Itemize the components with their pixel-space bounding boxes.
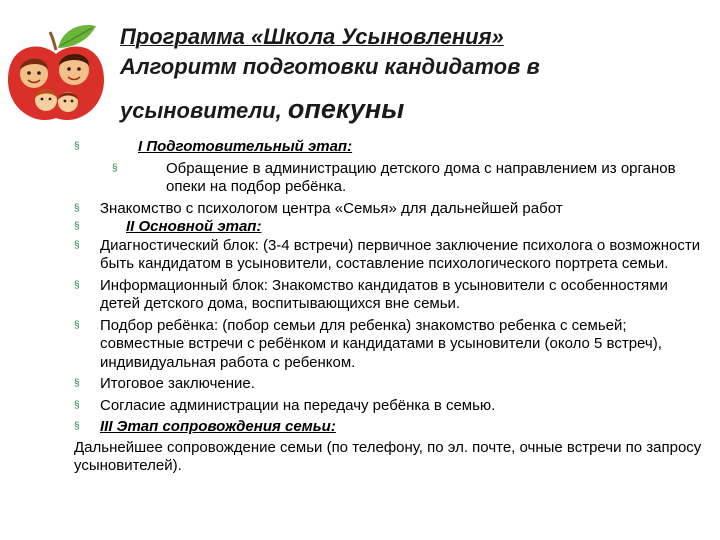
bullet-icon: § bbox=[112, 162, 118, 174]
list-item bbox=[70, 160, 710, 197]
apple-icon bbox=[8, 47, 104, 121]
title-line-1: Программа «Школа Усыновления» bbox=[120, 24, 504, 49]
title-line-3 bbox=[120, 92, 710, 128]
list-item bbox=[70, 237, 710, 274]
bullet-icon: § bbox=[74, 141, 80, 152]
list-item bbox=[70, 200, 710, 219]
selection-text: Подбор ребёнка: (побор семьи для ребенка) знакомство ребенка с семьей; совместные встречи с ребёнком и кандидатами в усыновители (около 5 встреч), индивидуальная работа с ребенком. bbox=[100, 316, 662, 371]
family-logo bbox=[0, 18, 112, 130]
list-item bbox=[70, 375, 710, 394]
list-item bbox=[70, 397, 710, 416]
list-item bbox=[70, 218, 710, 237]
title-line-3-b: опекуны bbox=[287, 94, 405, 124]
slide-content bbox=[70, 138, 710, 476]
bullet-icon: § bbox=[74, 399, 80, 411]
list-item bbox=[70, 317, 710, 373]
bullet-icon: § bbox=[74, 319, 80, 331]
consent-text: Согласие администрации на передачу ребёнка в семью. bbox=[100, 396, 496, 414]
stage-2-heading: II Основной этап: bbox=[126, 218, 262, 235]
title-line-2: Алгоритм подготовки кандидатов в bbox=[120, 54, 540, 79]
diagnostic-text: Диагностический блок: (3-4 встречи) первичное заключение психолога о возможности быть кандидатом в усыновители, составление психологического портрета семьи. bbox=[100, 236, 701, 272]
stage-3-heading: III Этап сопровождения семьи: bbox=[100, 418, 336, 435]
slide-title bbox=[120, 22, 710, 128]
bullet-icon: § bbox=[74, 202, 80, 214]
stage-1-heading: I Подготовительный этап: bbox=[138, 138, 353, 155]
bullet-icon: § bbox=[74, 221, 80, 232]
list-item bbox=[70, 138, 710, 157]
bullet-icon: § bbox=[74, 378, 80, 389]
title-line-3-a: усыновители, bbox=[120, 98, 282, 123]
stage-1-sub-text: Обращение в администрацию детского дома с направлением из органов опеки на подбор ребёнка. bbox=[166, 159, 676, 195]
psychologist-text: Знакомство с психологом центра «Семья» для дальнейшей работ bbox=[100, 199, 563, 217]
list-item bbox=[70, 277, 710, 314]
conclusion-text: Итоговое заключение. bbox=[100, 375, 255, 392]
bullet-icon: § bbox=[74, 421, 80, 432]
bullet-icon: § bbox=[74, 239, 80, 251]
footer-text: Дальнейшее сопровождение семьи (по телефону, по эл. почте, очные встречи по запросу усыновителей). bbox=[74, 438, 702, 474]
list-item bbox=[70, 418, 710, 437]
info-text: Информационный блок: Знакомство кандидатов в усыновители с особенностями детей детского дома, воспитывающихся вне семьи. bbox=[100, 276, 668, 312]
bullet-icon: § bbox=[74, 279, 80, 291]
